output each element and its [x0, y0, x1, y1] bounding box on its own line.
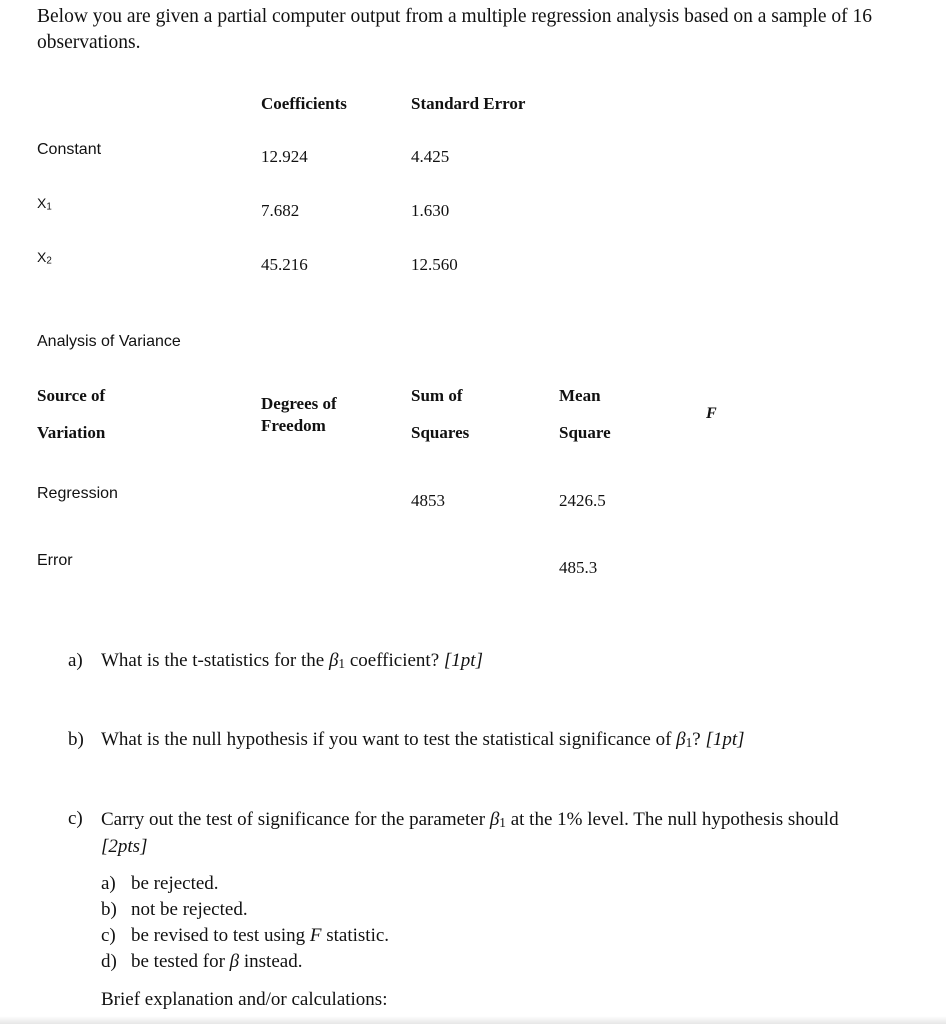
anova-row-error-ms: 485.3: [559, 558, 598, 577]
anova-header-ms-1: Mean: [559, 386, 601, 405]
coef-row-x2-label: [37, 249, 52, 266]
option-b-text: not be rejected.: [131, 899, 248, 920]
question-c-text-before: Carry out the test of significance for the parameter: [101, 809, 490, 830]
question-a-text-before: What is the t-statistics for the: [101, 650, 329, 671]
question-a-points: [1pt]: [443, 650, 483, 671]
question-c-marker: c): [68, 808, 83, 829]
problem-intro: Below you are given a partial computer output from a multiple regression analysis based on a sample of 16 observations.: [37, 6, 873, 53]
question-c-beta-sub: 1: [499, 814, 506, 830]
coef-header-std-error: Standard Error: [411, 94, 526, 113]
question-a-beta: β: [328, 650, 339, 671]
question-b-text-before: What is the null hypothesis if you want to test the statistical significance of: [101, 729, 677, 750]
coef-row-x1-se: 1.630: [411, 201, 450, 220]
coef-row-x1-coef: 7.682: [261, 201, 300, 220]
question-a-text: [101, 650, 483, 672]
question-c-points: [2pts]: [101, 835, 148, 857]
anova-row-regression-ms: 2426.5: [559, 491, 606, 510]
question-a-text-after: coefficient?: [345, 650, 444, 671]
coef-row-constant-coef: 12.924: [261, 147, 308, 166]
question-b-beta-sub: 1: [685, 734, 693, 750]
question-a-beta-sub: 1: [338, 655, 346, 671]
option-c-marker: c): [101, 925, 116, 946]
option-c-text: [131, 925, 389, 947]
question-b-marker: b): [68, 729, 84, 750]
x1-label-sub: 1: [46, 201, 52, 213]
option-d-text-before: be tested for: [131, 951, 230, 972]
option-d-text: [131, 951, 302, 973]
option-a-text: be rejected.: [131, 873, 219, 894]
anova-row-regression-label: Regression: [37, 485, 118, 502]
anova-header-source-2: Variation: [37, 423, 106, 442]
question-c-text-after: at the 1% level. The null hypothesis should: [505, 809, 839, 830]
coef-row-constant-label: Constant: [37, 141, 102, 158]
option-a-marker: a): [101, 873, 116, 894]
coef-row-x2-se: 12.560: [411, 255, 458, 274]
option-d-marker: d): [101, 951, 117, 972]
anova-header-ms-2: Square: [559, 423, 611, 442]
question-c-text: [101, 808, 861, 859]
question-b-text: [101, 729, 745, 751]
x2-label-sub: 2: [46, 255, 52, 267]
anova-row-error-label: Error: [37, 552, 73, 569]
anova-header-ss-2: Squares: [411, 423, 470, 442]
anova-header-ss-1: Sum of: [411, 386, 463, 405]
anova-header-source-1: Source of: [37, 386, 106, 405]
option-b-marker: b): [101, 899, 117, 920]
coef-row-constant-se: 4.425: [411, 147, 450, 166]
question-a-marker: a): [68, 650, 83, 671]
coef-header-coefficients: Coefficients: [261, 94, 347, 113]
anova-row-regression-ss: 4853: [411, 491, 445, 510]
coef-row-x2-coef: 45.216: [261, 255, 308, 274]
option-c-f: F: [309, 925, 322, 946]
question-b-text-after: ?: [692, 729, 706, 750]
question-c-beta: β: [489, 809, 500, 830]
question-b-points: [1pt]: [705, 729, 745, 750]
x2-label-base: X: [37, 249, 47, 265]
anova-header-f: F: [706, 405, 717, 422]
question-b-beta: β: [676, 729, 686, 750]
option-d-text-after: instead.: [239, 951, 303, 972]
x1-label-base: X: [37, 195, 47, 211]
anova-header-df-2: Freedom: [261, 416, 326, 435]
coef-row-x1-label: [37, 195, 52, 212]
option-c-text-before: be revised to test using: [131, 925, 310, 946]
option-c-text-after: statistic.: [321, 925, 390, 946]
brief-explanation-label: Brief explanation and/or calculations:: [101, 989, 388, 1010]
anova-header-df-1: Degrees of: [261, 394, 337, 413]
anova-title: Analysis of Variance: [37, 333, 181, 350]
page-bottom-shadow: [0, 1016, 946, 1024]
option-d-beta: β: [229, 951, 240, 972]
